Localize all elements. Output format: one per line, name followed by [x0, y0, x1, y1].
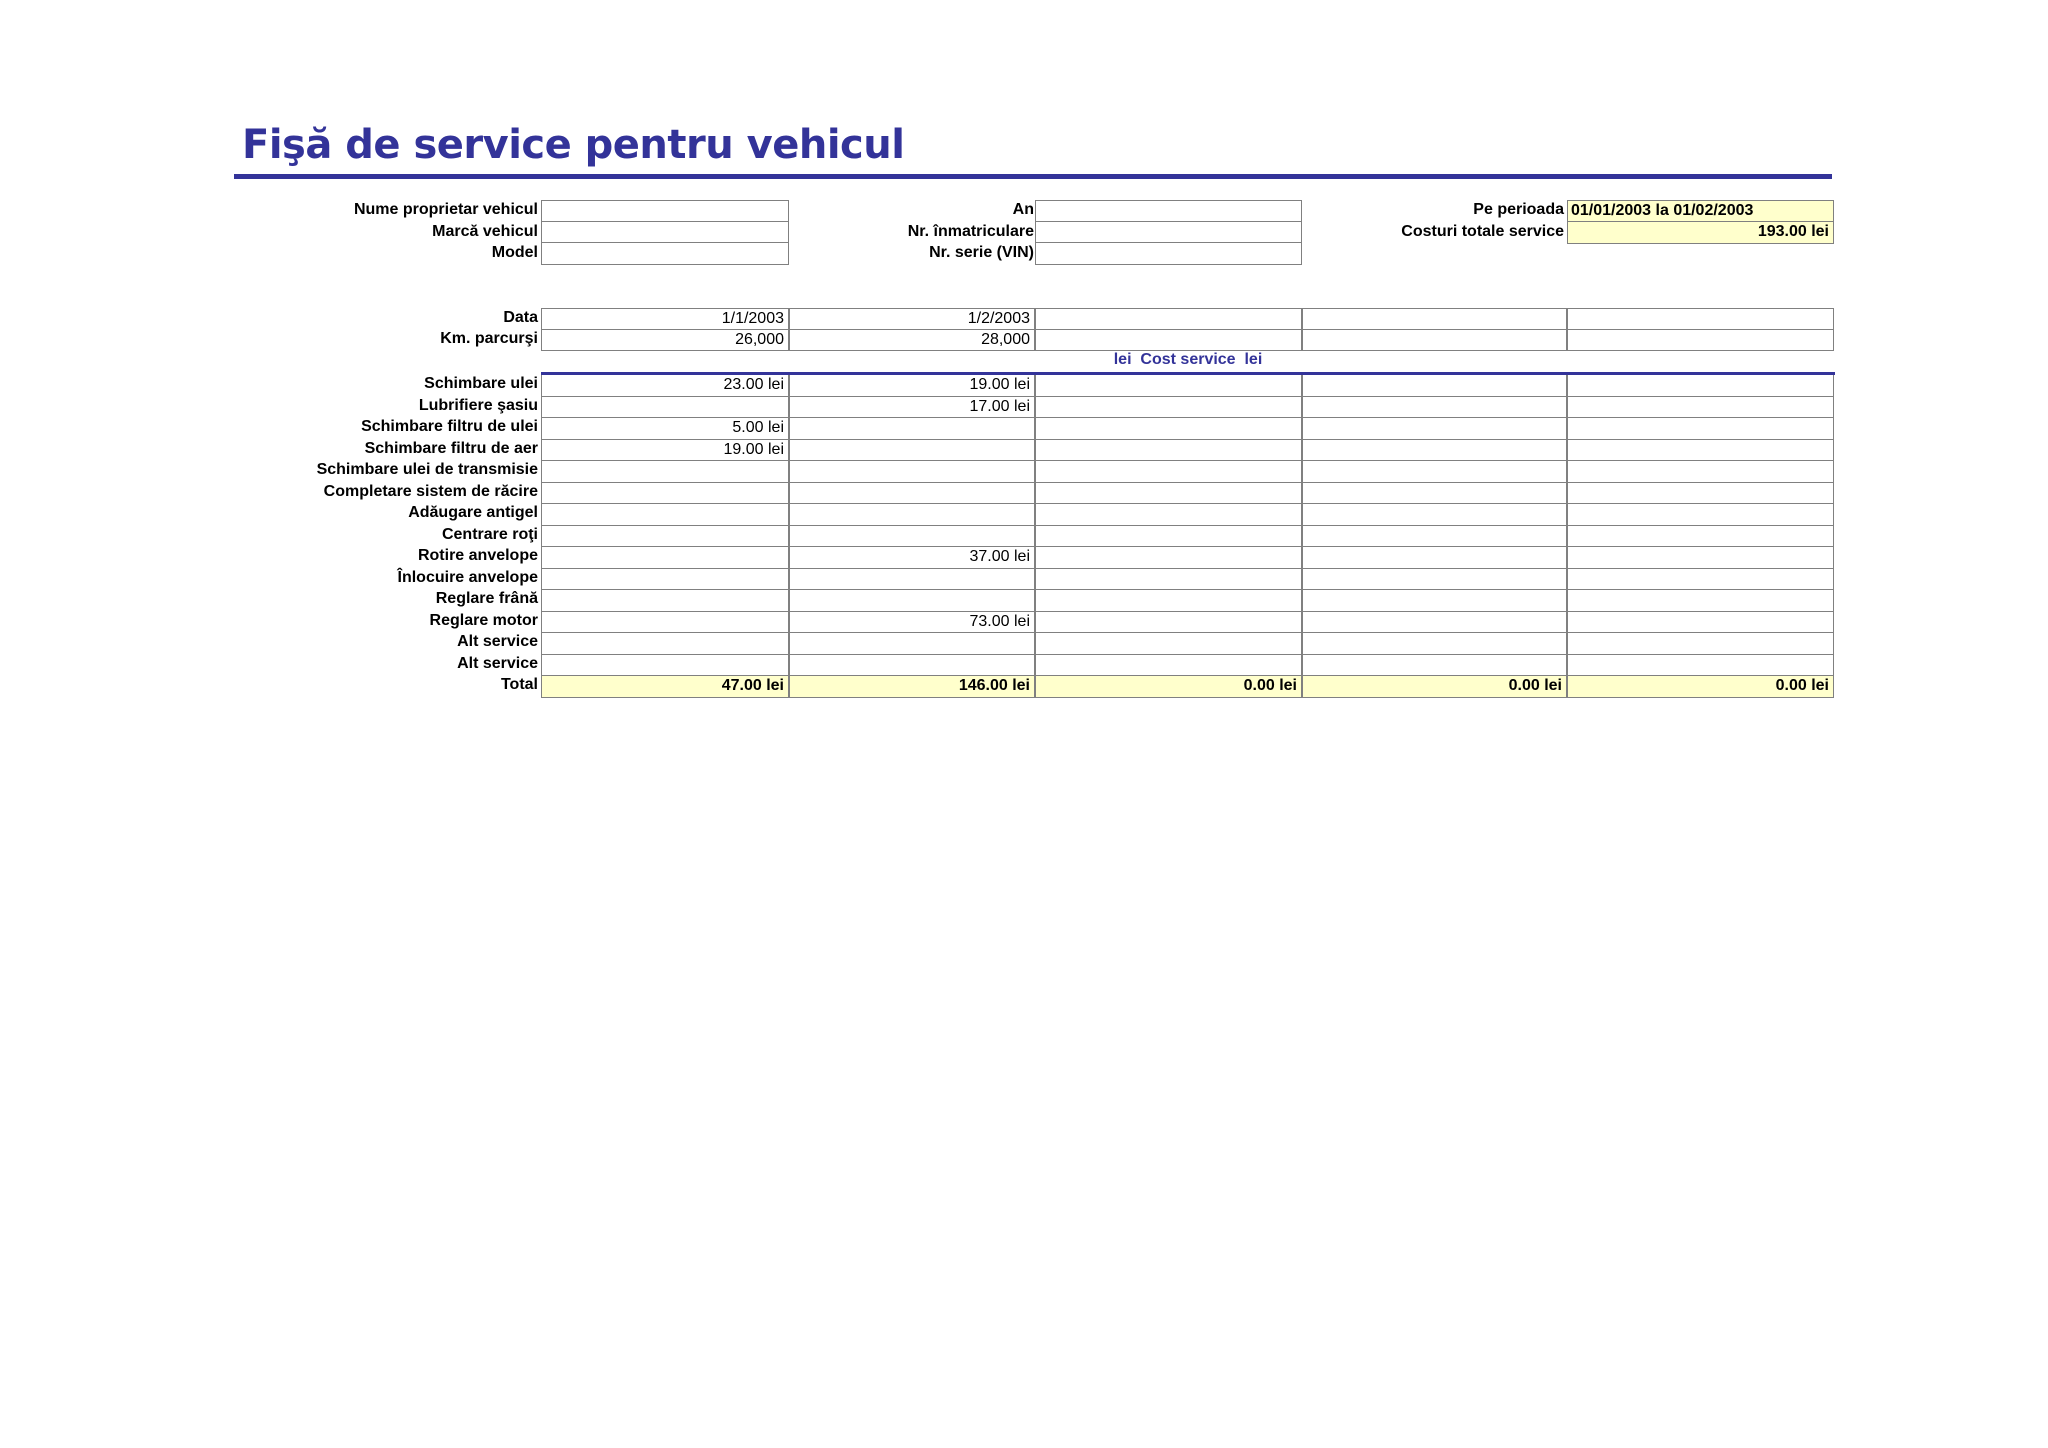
- service-cost-cell[interactable]: [1567, 525, 1834, 548]
- service-cost-cell[interactable]: [1035, 654, 1302, 677]
- service-cost-cell[interactable]: [1035, 589, 1302, 612]
- service-cost-cell[interactable]: 37.00 lei: [789, 546, 1035, 569]
- service-cost-cell[interactable]: [1302, 525, 1567, 548]
- km-cell[interactable]: 26,000: [541, 329, 789, 351]
- service-cost-cell[interactable]: 17.00 lei: [789, 396, 1035, 419]
- service-row-label: Completare sistem de răcire: [323, 483, 538, 500]
- period-field[interactable]: 01/01/2003 la 01/02/2003: [1567, 200, 1834, 222]
- service-cost-cell[interactable]: [541, 396, 789, 419]
- service-cost-cell[interactable]: [1035, 396, 1302, 419]
- service-cost-cell[interactable]: [1035, 546, 1302, 569]
- service-cost-cell[interactable]: 19.00 lei: [789, 374, 1035, 397]
- total-label: Total: [500, 676, 538, 693]
- km-cell[interactable]: 28,000: [789, 329, 1035, 351]
- service-cost-cell[interactable]: [541, 589, 789, 612]
- service-cost-cell[interactable]: [789, 503, 1035, 526]
- total-cell: 47.00 lei: [541, 675, 789, 698]
- service-cost-cell[interactable]: [1567, 396, 1834, 419]
- service-cost-cell[interactable]: [1035, 525, 1302, 548]
- service-row-label: Adăugare antigel: [408, 504, 538, 521]
- service-row-label: Reglare frână: [435, 590, 538, 607]
- service-cost-cell[interactable]: [541, 654, 789, 677]
- service-cost-cell[interactable]: [541, 525, 789, 548]
- service-cost-cell[interactable]: [1302, 396, 1567, 419]
- total-cell: 0.00 lei: [1567, 675, 1834, 698]
- service-cost-cell[interactable]: [1302, 654, 1567, 677]
- service-cost-cell[interactable]: [1567, 568, 1834, 591]
- service-cost-cell[interactable]: [789, 632, 1035, 655]
- service-cost-cell[interactable]: [1567, 654, 1834, 677]
- service-cost-cell[interactable]: [1035, 460, 1302, 483]
- service-cost-cell[interactable]: 23.00 lei: [541, 374, 789, 397]
- service-cost-cell[interactable]: [1567, 417, 1834, 440]
- page-title: Fişă de service pentru vehicul: [242, 122, 905, 168]
- service-cost-cell[interactable]: [1567, 632, 1834, 655]
- km-label: Km. parcurşi: [440, 330, 538, 347]
- service-cost-cell[interactable]: [541, 568, 789, 591]
- service-cost-cell[interactable]: [1302, 482, 1567, 505]
- service-cost-cell[interactable]: [789, 654, 1035, 677]
- owner-field[interactable]: [541, 200, 789, 222]
- service-cost-cell[interactable]: [1035, 482, 1302, 505]
- make-field[interactable]: [541, 221, 789, 243]
- cost-header-rule: [541, 372, 1835, 375]
- model-label: Model: [491, 244, 538, 261]
- service-cost-cell[interactable]: [1567, 460, 1834, 483]
- service-cost-cell[interactable]: [1302, 503, 1567, 526]
- owner-label: Nume proprietar vehicul: [353, 201, 538, 218]
- km-cell[interactable]: [1302, 329, 1567, 351]
- service-cost-cell[interactable]: [1567, 439, 1834, 462]
- service-cost-cell[interactable]: [1035, 374, 1302, 397]
- service-row-label: Reglare motor: [429, 612, 538, 629]
- vin-field[interactable]: [1035, 242, 1302, 265]
- service-cost-cell[interactable]: [541, 460, 789, 483]
- service-cost-cell[interactable]: [1035, 611, 1302, 634]
- service-cost-cell[interactable]: [789, 525, 1035, 548]
- service-cost-cell[interactable]: [789, 568, 1035, 591]
- service-row-label: Schimbare ulei: [424, 375, 538, 392]
- service-cost-cell[interactable]: [1302, 439, 1567, 462]
- service-cost-cell[interactable]: [541, 546, 789, 569]
- period-label: Pe perioada: [1473, 201, 1564, 218]
- service-cost-cell[interactable]: [1302, 589, 1567, 612]
- date-label: Data: [503, 309, 538, 326]
- km-cell[interactable]: [1035, 329, 1302, 351]
- service-cost-cell[interactable]: [789, 589, 1035, 612]
- vin-label: Nr. serie (VIN): [929, 244, 1034, 261]
- year-label: An: [1012, 201, 1034, 218]
- make-label: Marcă vehicul: [432, 223, 538, 240]
- total-cost-value: 193.00 lei: [1567, 221, 1834, 244]
- service-row-label: Schimbare filtru de ulei: [361, 418, 538, 435]
- plate-field[interactable]: [1035, 221, 1302, 243]
- service-row-label: Schimbare filtru de aer: [364, 440, 538, 457]
- service-cost-cell[interactable]: [1567, 374, 1834, 397]
- service-cost-cell[interactable]: [1567, 503, 1834, 526]
- total-cost-label: Costuri totale service: [1401, 223, 1564, 240]
- service-cost-cell[interactable]: [541, 482, 789, 505]
- service-cost-cell[interactable]: 73.00 lei: [789, 611, 1035, 634]
- service-row-label: Rotire anvelope: [417, 547, 538, 564]
- service-cost-cell[interactable]: [1302, 546, 1567, 569]
- service-cost-cell[interactable]: [1302, 632, 1567, 655]
- km-cell[interactable]: [1567, 329, 1834, 351]
- service-row-label: Schimbare ulei de transmisie: [316, 461, 538, 478]
- date-cell[interactable]: 1/1/2003: [541, 308, 789, 330]
- service-row-label: Alt service: [457, 655, 538, 672]
- service-cost-cell[interactable]: [1567, 546, 1834, 569]
- service-cost-cell[interactable]: 19.00 lei: [541, 439, 789, 462]
- year-field[interactable]: [1035, 200, 1302, 222]
- total-cell: 146.00 lei: [789, 675, 1035, 698]
- date-cell[interactable]: [1035, 308, 1302, 330]
- date-cell[interactable]: 1/2/2003: [789, 308, 1035, 330]
- service-cost-cell[interactable]: [1302, 460, 1567, 483]
- date-cell[interactable]: [1302, 308, 1567, 330]
- service-cost-cell[interactable]: [789, 439, 1035, 462]
- service-row-label: Centrare roţi: [441, 526, 538, 543]
- service-cost-cell[interactable]: [1035, 568, 1302, 591]
- service-cost-cell[interactable]: [1567, 611, 1834, 634]
- service-cost-cell[interactable]: [541, 503, 789, 526]
- service-cost-cell[interactable]: [789, 417, 1035, 440]
- service-cost-cell[interactable]: [541, 611, 789, 634]
- total-cell: 0.00 lei: [1302, 675, 1567, 698]
- service-cost-cell[interactable]: [1035, 503, 1302, 526]
- service-cost-cell[interactable]: [1302, 417, 1567, 440]
- service-cost-cell[interactable]: 5.00 lei: [541, 417, 789, 440]
- plate-label: Nr. înmatriculare: [907, 223, 1034, 240]
- service-cost-cell[interactable]: [1035, 632, 1302, 655]
- service-row-label: Înlocuire anvelope: [397, 569, 538, 586]
- service-cost-cell[interactable]: [1035, 417, 1302, 440]
- service-cost-cell[interactable]: [541, 632, 789, 655]
- service-cost-cell[interactable]: [1302, 568, 1567, 591]
- cost-service-header: lei Cost service lei: [1113, 351, 1263, 368]
- service-cost-cell[interactable]: [1302, 374, 1567, 397]
- model-field[interactable]: [541, 242, 789, 265]
- service-cost-cell[interactable]: [1567, 589, 1834, 612]
- service-row-label: Alt service: [457, 633, 538, 650]
- service-cost-cell[interactable]: [789, 482, 1035, 505]
- date-cell[interactable]: [1567, 308, 1834, 330]
- total-cell: 0.00 lei: [1035, 675, 1302, 698]
- service-cost-cell[interactable]: [1302, 611, 1567, 634]
- service-row-label: Lubrifiere şasiu: [418, 397, 538, 414]
- service-cost-cell[interactable]: [789, 460, 1035, 483]
- title-underline: [234, 174, 1832, 179]
- service-cost-cell[interactable]: [1035, 439, 1302, 462]
- service-cost-cell[interactable]: [1567, 482, 1834, 505]
